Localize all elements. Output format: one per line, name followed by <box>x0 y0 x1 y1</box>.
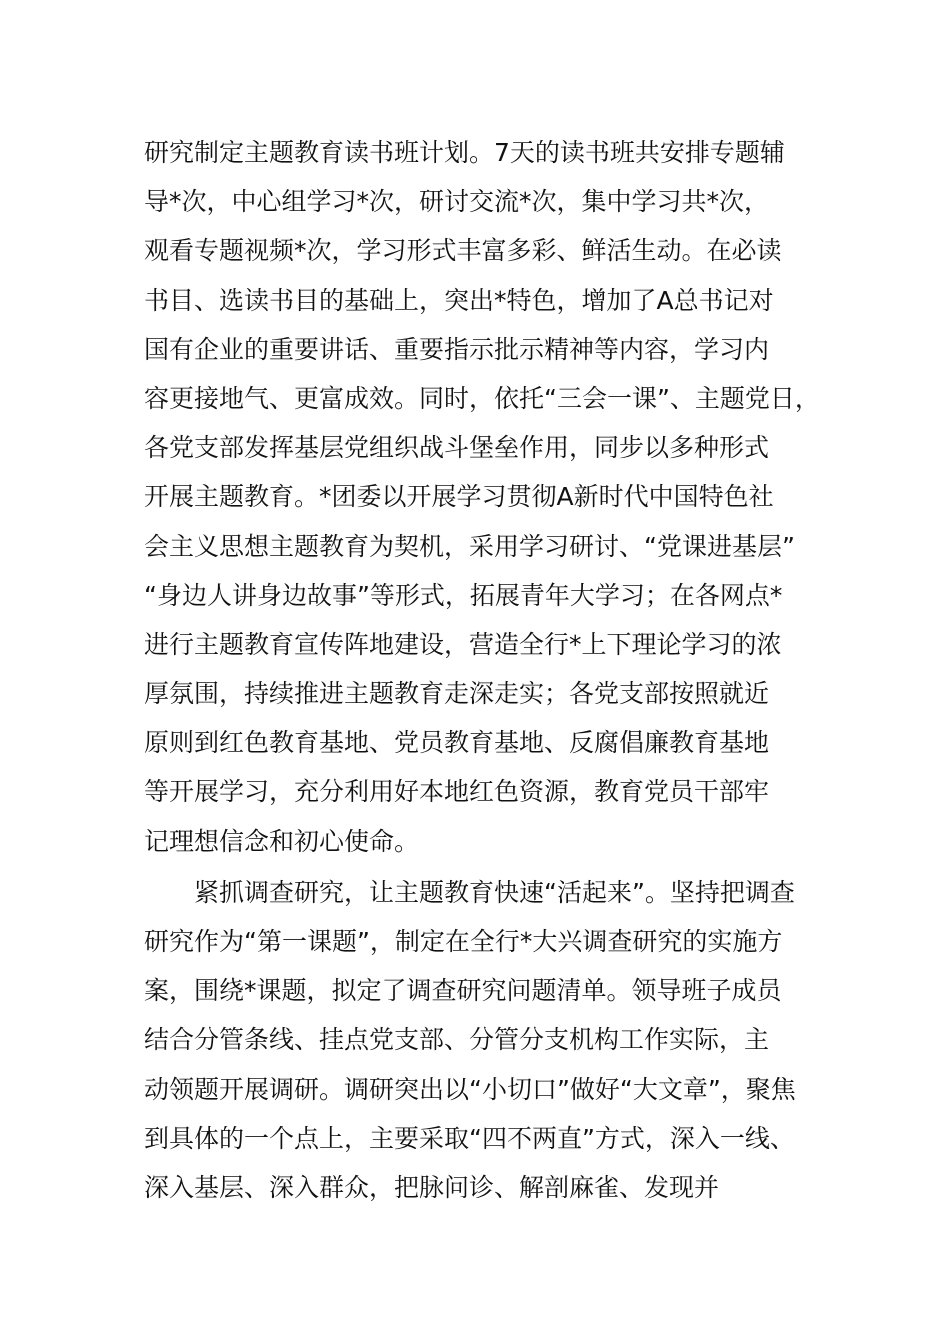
paragraph-line: 观看专题视频*次，学习形式丰富多彩、鲜活生动。在必读 <box>144 236 782 266</box>
paragraph-1 <box>144 128 844 866</box>
paragraph-line: 厚氛围，持续推进主题教育走深走实；各党支部按照就近 <box>144 679 770 709</box>
paragraph-line: 深入基层、深入群众，把脉问诊、解剖麻雀、发现并 <box>144 1172 720 1202</box>
paragraph-line: 研究作为“第一课题”，制定在全行*大兴调查研究的实施方 <box>144 927 783 956</box>
paragraph-line: 到具体的一个点上，主要采取“四不两直”方式，深入一线、 <box>144 1123 795 1153</box>
paragraph-line: “身边人讲身边故事”等形式，拓展青年大学习；在各网点* <box>144 580 783 610</box>
document-body <box>144 128 844 1212</box>
paragraph-line: 案，围绕*课题，拟定了调查研究问题清单。领导班子成员 <box>144 976 782 1006</box>
paragraph-line: 记理想信念和初心使命。 <box>144 826 420 856</box>
paragraph-line: 开展主题教育。*团委以开展学习贯彻A新时代中国特色社 <box>144 482 774 512</box>
paragraph-2 <box>144 868 844 1212</box>
paragraph-line: 国有企业的重要讲话、重要指示批示精神等内容，学习内 <box>144 334 770 364</box>
paragraph-line: 动领题开展调研。调研突出以“小切口”做好“大文章”，聚焦 <box>144 1074 796 1104</box>
paragraph-line: 研究制定主题教育读书班计划。7天的读书班共安排专题辅 <box>144 138 785 167</box>
paragraph-line: 导*次，中心组学习*次，研讨交流*次，集中学习共*次， <box>144 187 770 217</box>
paragraph-line: 进行主题教育宣传阵地建设，营造全行*上下理论学习的浓 <box>144 629 782 659</box>
paragraph-line: 原则到红色教育基地、党员教育基地、反腐倡廉教育基地 <box>144 728 770 758</box>
paragraph-line: 紧抓调查研究，让主题教育快速“活起来”。坚持把调查 <box>144 877 795 907</box>
paragraph-line: 书目、选读书目的基础上，突出*特色，增加了A总书记对 <box>144 285 774 315</box>
paragraph-line: 结合分管条线、挂点党支部、分管分支机构工作实际，主 <box>144 1025 770 1055</box>
paragraph-line: 会主义思想主题教育为契机，采用学习研讨、“党课进基层” <box>144 531 795 561</box>
paragraph-line: 等开展学习，充分利用好本地红色资源，教育党员干部牢 <box>144 777 770 807</box>
paragraph-line: 容更接地气、更富成效。同时，依托“三会一课”、主题党日， <box>144 383 820 413</box>
paragraph-line: 各党支部发挥基层党组织战斗堡垒作用，同步以多种形式 <box>144 433 770 463</box>
